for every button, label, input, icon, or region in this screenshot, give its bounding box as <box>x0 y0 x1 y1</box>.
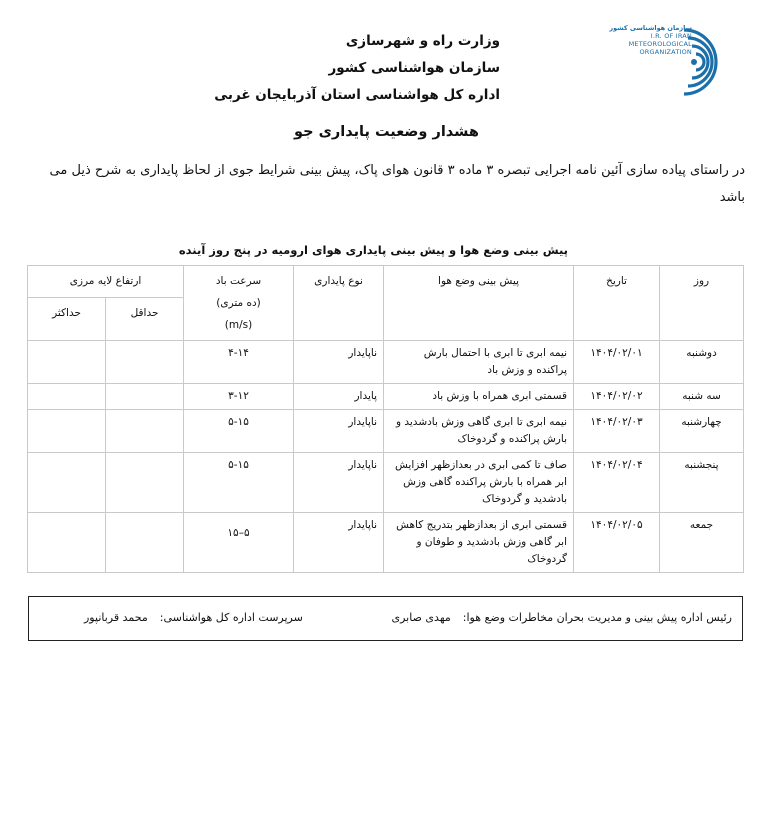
header-wind-speed <box>184 266 294 341</box>
cell-day: پنجشنبه <box>660 453 744 513</box>
organization-name: سازمان هواشناسی کشور <box>328 60 500 76</box>
cell-forecast: قسمتی ابری از بعدازظهر بتدریج کاهش ابر گاهی وزش بادشدید و طوفان و گردوخاک <box>384 513 574 573</box>
cell-stability: پایدار <box>294 384 384 410</box>
header-max: حداکثر <box>28 298 106 341</box>
cell-min <box>106 513 184 573</box>
table-row <box>28 453 744 513</box>
cell-stability: ناپایدار <box>294 410 384 453</box>
cell-wind: ۴-۱۴ <box>184 341 294 384</box>
cell-date: ۱۴۰۴/۰۲/۰۴ <box>574 453 660 513</box>
table-caption: پیش بینی وضع هوا و پیش بینی پایداری هوای ارومیه در پنج روز آینده <box>178 243 568 257</box>
meteorological-organization-logo <box>606 22 722 102</box>
cell-day: دوشنبه <box>660 341 744 384</box>
cell-stability: ناپایدار <box>294 513 384 573</box>
cell-date: ۱۴۰۴/۰۲/۰۵ <box>574 513 660 573</box>
signature-box <box>28 596 743 641</box>
cell-stability: ناپایدار <box>294 341 384 384</box>
cell-min <box>106 453 184 513</box>
table-row <box>28 513 744 573</box>
logo-text-en1: I.R. OF IRAN <box>650 32 692 40</box>
forecast-head-signature <box>392 611 733 624</box>
cell-min <box>106 384 184 410</box>
cell-day: سه شنبه <box>660 384 744 410</box>
header <box>200 28 500 109</box>
header-wind-line1: سرعت باد <box>215 275 262 287</box>
cell-forecast: قسمتی ابری همراه با وزش باد <box>384 384 574 410</box>
cell-max <box>28 410 106 453</box>
logo-text-en2: METEOROLOGICAL <box>628 40 692 48</box>
cell-wind: ۳-۱۲ <box>184 384 294 410</box>
header-wind-line3: (m/s) <box>224 319 253 331</box>
cell-day: چهارشنبه <box>660 410 744 453</box>
header-min: حداقل <box>106 298 184 341</box>
table-row <box>28 384 744 410</box>
cell-date: ۱۴۰۴/۰۲/۰۲ <box>574 384 660 410</box>
table-row <box>28 341 744 384</box>
logo-text-en3: ORGANIZATION <box>639 48 692 56</box>
cell-max <box>28 384 106 410</box>
office-name: اداره کل هواشناسی استان آذربایجان غربی <box>214 87 500 103</box>
spiral-emblem-icon <box>678 22 722 100</box>
cell-date: ۱۴۰۴/۰۲/۰۳ <box>574 410 660 453</box>
cell-max <box>28 513 106 573</box>
header-wind-line2: (ده متری) <box>216 297 261 309</box>
director-title: سرپرست اداره کل هواشناسی: <box>159 611 303 624</box>
forecast-head-title: رئیس اداره پیش بینی و مدیریت بحران مخاطرات وضع هوا: <box>462 611 732 624</box>
header-date: تاریخ <box>574 266 660 341</box>
forecast-head-name: مهدی صابری <box>391 611 451 624</box>
cell-day: جمعه <box>660 513 744 573</box>
page-title: هشدار وضعیت پایداری جو <box>294 124 479 140</box>
director-signature <box>84 611 303 624</box>
cell-wind: ۵-۱۵ <box>184 410 294 453</box>
header-day: روز <box>660 266 744 341</box>
cell-min <box>106 341 184 384</box>
cell-max <box>28 453 106 513</box>
header-forecast: پیش بینی وضع هوا <box>384 266 574 341</box>
cell-forecast: نیمه ابری تا ابری با احتمال بارش پراکنده و وزش باد <box>384 341 574 384</box>
forecast-table <box>27 265 744 573</box>
cell-wind: ۵-۱۵ <box>184 453 294 513</box>
cell-min <box>106 410 184 453</box>
header-boundary-layer: ارتفاع لایه مرزی <box>28 266 184 298</box>
cell-max <box>28 341 106 384</box>
cell-wind: ۵–۱۵ <box>184 513 294 573</box>
cell-stability: ناپایدار <box>294 453 384 513</box>
table-row <box>28 410 744 453</box>
cell-forecast: نیمه ابری تا ابری گاهی وزش بادشدید و بارش پراکنده و گردوخاک <box>384 410 574 453</box>
header-stability: نوع پایداری <box>294 266 384 341</box>
cell-date: ۱۴۰۴/۰۲/۰۱ <box>574 341 660 384</box>
cell-forecast: صاف تا کمی ابری در بعدازظهر افزایش ابر همراه با بارش پراکنده گاهی وزش بادشدید و گردوخاک <box>384 453 574 513</box>
ministry-name: وزارت راه و شهرسازی <box>345 33 500 49</box>
director-name: محمد قربانپور <box>84 611 148 624</box>
logo-text-fa: سازمان هواشناسی کشور <box>609 24 692 32</box>
intro-paragraph: در راستای پیاده سازی آئین نامه اجرایی تبصره ۳ ماده ۳ قانون هوای پاک، پیش بینی شرایط جوی از لحاظ پایداری به شرح ذیل می باشد <box>49 163 745 205</box>
